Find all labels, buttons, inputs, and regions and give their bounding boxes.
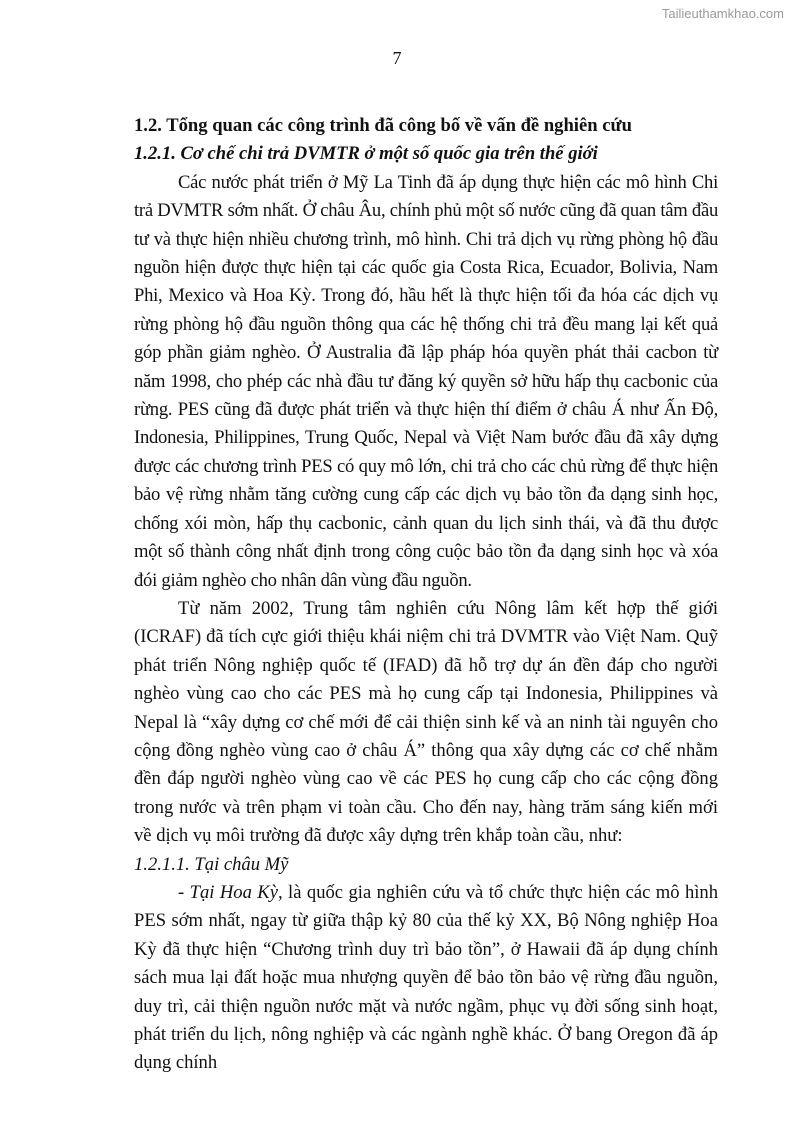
subsection-heading: 1.2.1. Cơ chế chi trả DVMTR ở một số quốc gia trên thế giới — [134, 143, 598, 165]
watermark: Tailieuthamkhao.com — [661, 6, 784, 21]
paragraph-lead: - Tại Hoa Kỳ, — [178, 881, 283, 903]
paragraph — [134, 879, 718, 1078]
paragraph: Từ năm 2002, Trung tâm nghiên cứu Nông lâm kết hợp thế giới (ICRAF) đã tích cực giới thiệu khái niệm chi trả DVMTR vào Việt Nam. Quỹ phát triển Nông nghiệp quốc tế (IFAD) đã hỗ trợ dự án đền đáp cho người nghèo vùng cao cho các PES mà họ cung cấp tại Indonesia, Philippines và Nepal là “xây dựng cơ chế mới để cải thiện sinh kế và an ninh tài nguyên cho cộng đồng nghèo vùng cao ở châu Á” thông qua xây dựng các cơ chế nhằm đền đáp người nghèo vùng cao về các PES họ cung cấp cho các cộng đồng trong nước và trên phạm vi toàn cầu. Cho đến nay, hàng trăm sáng kiến mới về dịch vụ môi trường đã được xây dựng trên khắp toàn cầu, như: — [134, 597, 718, 847]
paragraph-body: là quốc gia nghiên cứu và tổ chức thực hiện các mô hình PES sớm nhất, ngay từ giữa thập kỷ 80 của thế kỷ XX, Bộ Nông nghiệp Hoa Kỳ đã thực hiện “Chương trình duy trì bảo tồn”, ở Hawaii đã áp dụng chính sách mua lại đất hoặc mua nhượng quyền để bảo tồn bảo vệ rừng đầu nguồn, duy trì, cải thiện nguồn nước mặt và nước ngầm, phục vụ đời sống sinh hoạt, phát triển du lịch, nông nghiệp và các ngành nghề khác. Ở bang Oregon đã áp dụng chính — [134, 881, 719, 1074]
page-number: 7 — [392, 48, 402, 68]
sub-subsection-heading: 1.2.1.1. Tại châu Mỹ — [134, 853, 289, 875]
paragraph: Các nước phát triển ở Mỹ La Tinh đã áp dụng thực hiện các mô hình Chi trả DVMTR sớm nhất. Ở châu Âu, chính phủ một số nước cũng đã quan tâm đầu tư và thực hiện nhiều chương trình, mô hình. Chi trả dịch vụ rừng phòng hộ đầu nguồn hiện được thực hiện tại các quốc gia Costa Rica, Ecuador, Bolivia, Nam Phi, Mexico và Hoa Kỳ. Trong đó, hầu hết là thực hiện tối đa hóa các dịch vụ rừng phòng hộ đầu nguồn thông qua các hệ thống chi trả đều mang lại kết quả góp phần giảm nghèo. Ở Australia đã lập pháp hóa quyền phát thải cacbon từ năm 1998, cho phép các nhà đầu tư đăng ký quyền sở hữu hấp thụ cacbonic của rừng. PES cũng đã được phát triển và thực hiện thí điểm ở châu Á như Ấn Độ, Indonesia, Philippines, Trung Quốc, Nepal và Việt Nam bước đầu đã xây dựng được các chương trình PES có quy mô lớn, chi trả cho các chủ rừng để thực hiện bảo vệ rừng nhằm tăng cường cung cấp các dịch vụ bảo tồn đa dạng sinh học, chống xói mòn, hấp thụ cacbonic, cảnh quan du lịch sinh thái, và đã thu được một số thành công nhất định trong công cuộc bảo tồn đa dạng sinh học và xóa đói giảm nghèo cho nhân dân vùng đầu nguồn. — [134, 171, 718, 591]
document-body — [134, 112, 718, 1078]
section-heading: 1.2. Tổng quan các công trình đã công bố về vấn đề nghiên cứu — [134, 115, 632, 136]
